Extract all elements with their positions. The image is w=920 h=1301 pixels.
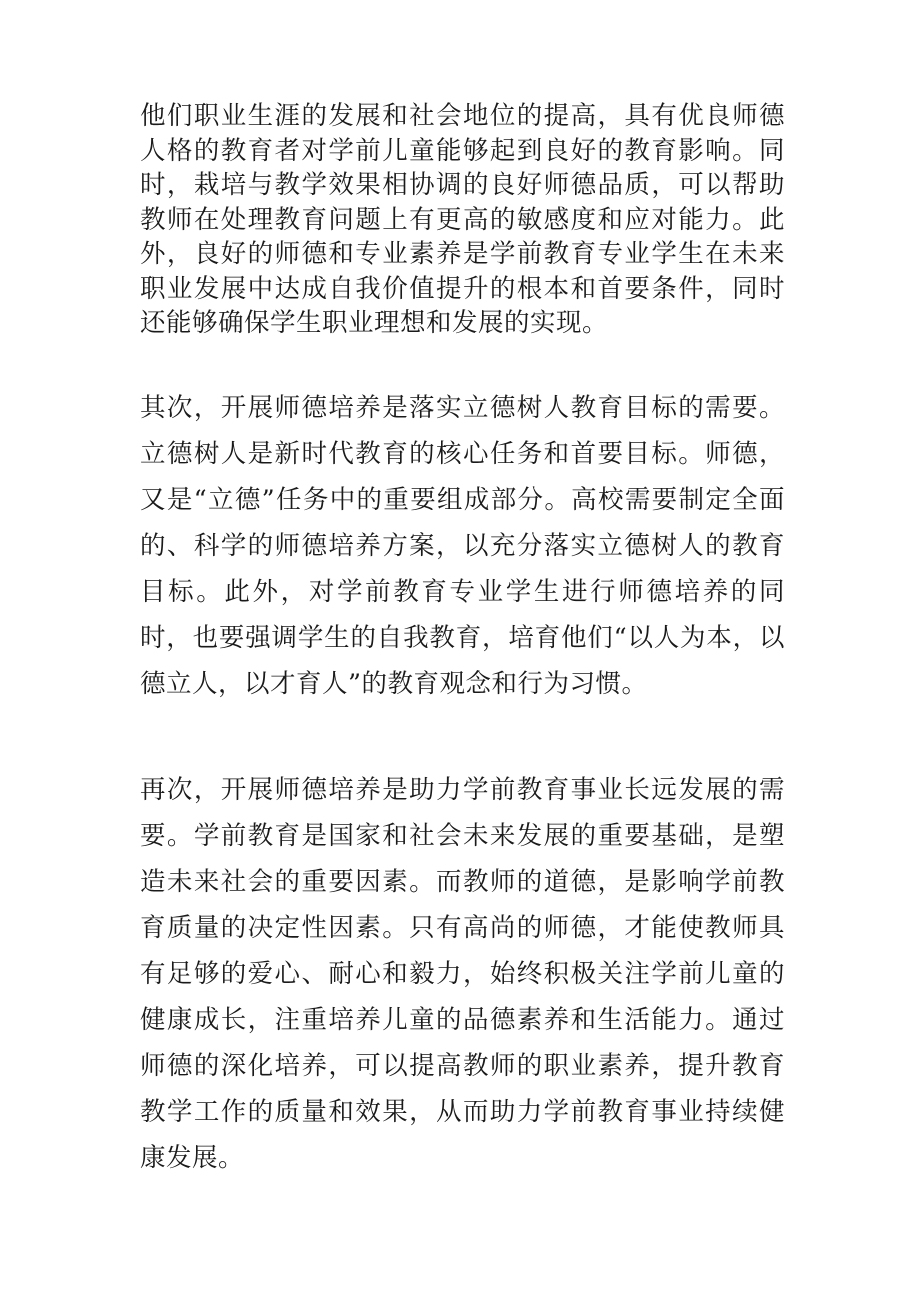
paragraph-preschool-development: 再次，开展师德培养是助力学前教育事业长远发展的需要。学前教育是国家和社会未来发展的重要基础，是塑造未来社会的重要因素。而教师的道德，是影响学前教育质量的决定性因素。只有高尚的师德，才能使教师具有足够的爱心、耐心和毅力，始终积极关注学前儿童的健康成长，注重培养儿童的品德素养和生活能力。通过师德的深化培养，可以提高教师的职业素养，提升教育教学工作的质量和效果，从而助力学前教育事业持续健康发展。: [140, 775, 785, 1173]
paragraph-career-development: 他们职业生涯的发展和社会地位的提高，具有优良师德人格的教育者对学前儿童能够起到良好的教育影响。同时，栽培与教学效果相协调的良好师德品质，可以帮助教师在处理教育问题上有更高的敏感度和应对能力。此外，良好的师德和专业素养是学前教育专业学生在未来职业发展中达成自我价值提升的根本和首要条件，同时还能够确保学生职业理想和发展的实现。: [140, 101, 785, 338]
paragraph-moral-education-goal: 其次，开展师德培养是落实立德树人教育目标的需要。立德树人是新时代教育的核心任务和首要目标。师德，又是“立德”任务中的重要组成部分。高校需要制定全面的、科学的师德培养方案，以充分落实立德树人的教育目标。此外，对学前教育专业学生进行师德培养的同时，也要强调学生的自我教育，培育他们“以人为本，以德立人，以才育人”的教育观念和行为习惯。: [140, 393, 785, 699]
